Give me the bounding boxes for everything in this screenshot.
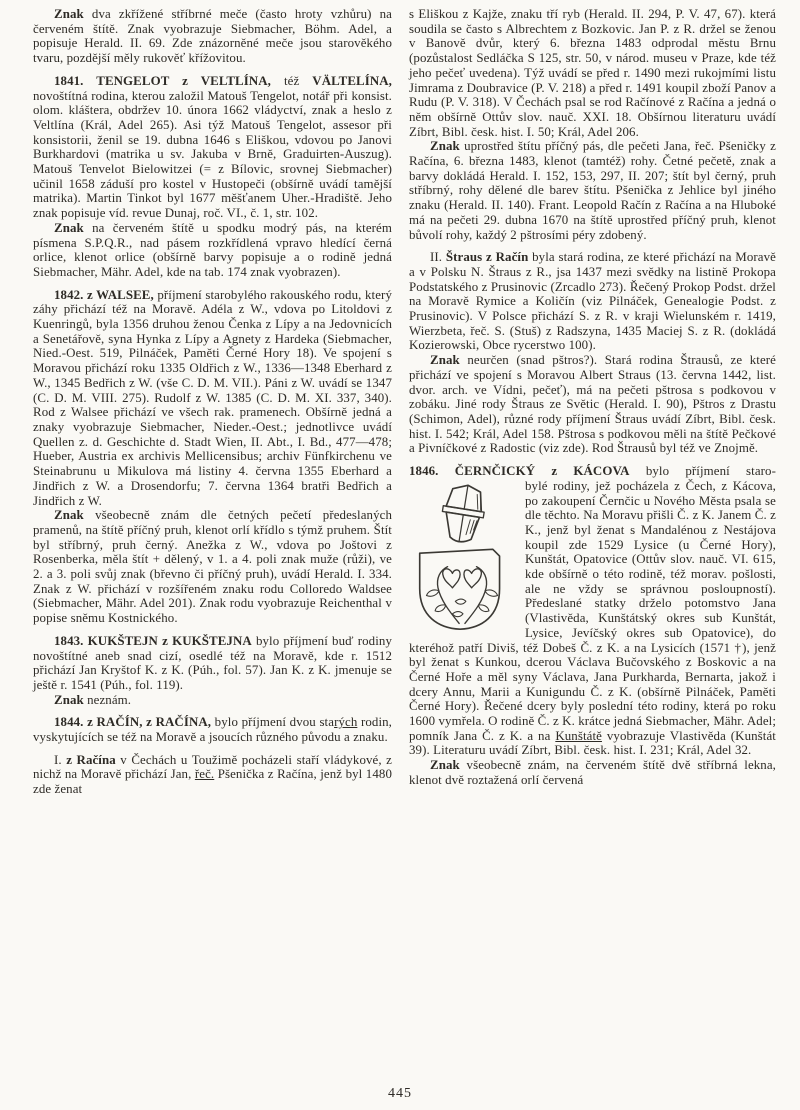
heraldic-shield-illustration bbox=[412, 482, 514, 634]
znak-paragraph-1843 bbox=[33, 693, 392, 708]
znak-paragraph-tengelot-intro bbox=[33, 7, 392, 66]
bold-text-run: 1841. TENGELOT z VELTLÍNA, bbox=[54, 73, 271, 88]
text-run: vyobrazuje Vlastivěda (Kunštát 39). Literaturu uvádí Zíbrt, Bibl. česk. hist. I. 231; Král, Adel 32. bbox=[409, 728, 776, 758]
text-run: rodin, vyskytujících se též na Moravě a jsoucích různého původu a znaku. bbox=[33, 715, 393, 745]
text-run: všeobecně znám dle četných pečetí předeslaných pramenů, na štítě příčný pruh, klenot orlí křídlo s týmž pruhem. Štít byl stříbrný, pruh černý. Anežka z W., vdova po Joštovi z Rosenberka, měla štít + dělený, v 1. a 4. poli znak muže (růži), ve 2. a 3. poli svůj znak (břevno či příčný pruh), uvádí Herald. I. 334. Znak z W. přichází v rozšířeném znaku rodu Colloredo Waldsee (Siebmacher, Mähr. Adel 201). Znak rodu vyobrazuje Reichenthal v popise sněmu Kostnického. bbox=[33, 508, 392, 626]
paragraph-i-z-racina bbox=[33, 753, 392, 797]
text-run: příjmení starobylého rakouského rodu, který záhy přichází též na Moravě. Adéla z W., vdova po Litoldovi z Kuenringů, byla 1356 druhou ženou Čenka z Lípy a na Jedovnicích a Senetářově, syna Hynka z Lípy a Agnety z Hardeka (Siebmacher, Nied.-Oest. 519, Pilnáček, Paměti Černé Hory 18). Ve spojení s Moravou přichází roku 1335 Oldřich z W., 1336—1348 Eberhard z W., 1345 Bedřich z W. (vše C. D. M. VII.). Páni z W. uvádí se 1347 (C. D. M. VIII. 275). Rudolf z W. 1385 (C. D. M. XI. 337, 340). Rod z Walsee přichází ve všech rak. pramenech. Obšírně jedná a znaky vyobrazuje Siebmacher, Nieder.-Oest.; jednotlivce uvádí Quellen z. d. Geschichte d. Stadt Wien, II. Abt., I. Bd., 477—478; Hueber, Austria ex archivis Mellicensibus; archiv Fünfkirchenu ve Steinabrunu u Mikulova má listiny 4. června 1355 Eberhard a Jindřich z W. a Drosendorfu; 7. června 1364 bratři Bedřich a Jindřich z W. bbox=[33, 287, 392, 508]
bold-text-run: VÄLTELÍNA, bbox=[312, 73, 392, 88]
bold-text-run: 1844. z RAČÍN, z RAČÍNA, bbox=[54, 715, 212, 730]
text-run: bylo příjmení buď rodiny novoštítné aneb snad cizí, osedlé též na Moravě, kde r. 1512 přichází Jan Kryštof K. z K. (Púh., fol. 57). Jan K. z K. jmenuje se ještě r. 1541 (Púh., fol. 119). bbox=[33, 633, 392, 692]
right-column bbox=[409, 7, 776, 797]
bold-text-run: Znak bbox=[54, 692, 84, 707]
shield-icon bbox=[420, 549, 500, 629]
bold-text-run: Znak bbox=[430, 139, 460, 154]
znak-paragraph-1842 bbox=[33, 508, 392, 626]
text-run: řeč. bbox=[194, 767, 215, 782]
text-run: dva zkřížené stříbrné meče (často hroty vzhůru) na červeném štítě. Znak vyobrazuje Siebmacher, Böhm. Adel, a popisuje Herald. II. 69. Zde znázorněné meče jsou starověkého tvaru, pozdější měly rukověť křížovitou. bbox=[33, 7, 392, 66]
entry-1846-heading bbox=[409, 464, 776, 479]
left-column bbox=[33, 7, 392, 797]
paragraph-racin-continuation bbox=[409, 7, 776, 139]
text-run: byla stará rodina, ze které přichází na Moravě a v Polsku N. Štraus z R., jsa 1437 mezi svědky na listině Prokopa Podstatského z Prusinovic (Zrcadlo 273). Řečený Prokop Podst. držel na Moravě Rymice a Količín (viz Pilnáček, Genealogie Podst. z Prusinovic). V Polsce přichází S. z R. v kraji Wielunském r. 1419, Wierzbeta, řeč. S. (Stuš) z Radszyna, 1435 Maciej S. z R. (dokládá Kozierowski, Obce rycerstwo 100). bbox=[409, 250, 776, 353]
entry-1846-body bbox=[409, 479, 776, 758]
znak-paragraph-1841 bbox=[33, 221, 392, 280]
text-run: s Eliškou z Kajže, znaku tří ryb (Herald. II. 294, P. V. 47, 67). která soudila se často s Albrechtem z Bozkovic. Jan P. z R. držel se ženou v Banově dvůr, který 6. března 1483 odprodal městu Brnu (pozůstalost Sedláčka S 125, str. 50, v národ. museu v Praze, kde též jeho pečeť uvedena). Týž uvádí se před r. 1490 mezi rukojmími listu Jimrama z Doubravice (P. V. 218) a před r. 1491 koupil zboží Panov a Rudu (P. V. 318). V Čechách psal se rod Račínové z Račína a jedná o něm obšírně Ottův slov. nauč. XXI. 18. Obšírnou literaturu uvádí Zíbrt, Bibl. česk. hist. I. 50; Král, Adel 206. bbox=[409, 7, 776, 139]
text-run: bylo příjmení staro- bbox=[629, 464, 777, 479]
text-run: v Čechách u Toužimě pocházeli staří vládykové, z nichž na Moravě přichází Jan, bbox=[33, 752, 392, 782]
text-run: Pšenička z Račína, jenž byl 1480 zde ženat bbox=[33, 767, 392, 797]
text-run: neznám. bbox=[83, 692, 132, 707]
text-run: všeobecně znám, na červeném štítě dvě stříbrná lekna, klenot dvě roztažená orlí červená bbox=[409, 758, 776, 787]
bold-text-run: 1842. z WALSEE, bbox=[54, 287, 154, 302]
text-run: I. bbox=[54, 752, 67, 767]
lekna-leaves-icon bbox=[426, 566, 497, 623]
entry-1844-racin bbox=[33, 715, 392, 744]
znak-paragraph-racin bbox=[409, 139, 776, 242]
page-number: 445 bbox=[388, 1086, 412, 1101]
bold-text-run: 1843. KUKŠTEJN z KUKŠTEJNA bbox=[54, 633, 252, 648]
paragraph-ii-straus-z-racin bbox=[409, 250, 776, 353]
znak-paragraph-1846 bbox=[409, 758, 776, 787]
bold-text-run: Štraus z Račín bbox=[445, 250, 529, 265]
text-run: rých bbox=[334, 715, 358, 730]
bold-text-run: z Račína bbox=[66, 752, 116, 767]
bold-text-run: Znak bbox=[430, 353, 460, 368]
text-run: Kunštátě bbox=[555, 728, 602, 743]
entry-1843-kukstejn bbox=[33, 634, 392, 693]
text-run: uprostřed štítu příčný pás, dle pečeti Jana, řeč. Pšeničky z Račína, 6. března 1483, klenot (tamtéž) rohy. Četné pečetě, znak a barvy dokládá Herald. I. 152, 153, 297, II. 207; štít byl černý, pruh stříbrný, rohy dělené dle barev štítu. Pšenička z Jehlice byl jiného znaku (Herald. II. 140). Frant. Leopold Račín z Račína a na Hluboké má na pečeti 29. dubna 1670 na štítě uprostřed příčný pruh, klenot bůvolí rohy, každý 2 pštrosími péry zdobený. bbox=[409, 139, 776, 242]
bold-text-run: 1846. ČERNČICKÝ z KÁCOVA bbox=[409, 464, 630, 479]
text-run: neurčen (snad pštros?). Stará rodina Štrausů, ze které přichází ve spojení s Moravou Albert Straus (13. června 1442, list. dvor. arch. ve Vídni, pečeť), má na pečeti pštrosa s podkovou v zobáku. Jiné rody Štraus ze Světic (Herald. I. 90), Pštros z Drastu (Schimon, Adel), různé rody příjmení Štraus uvádí Zíbrt, Bibl. česk. hist. I. 542; Král, Adel 158. Pštrosa s podkovou měli na štítě Pečkové a Pivníčkové z Radostic (viz zde). Rod Štrausů byl též ve Znojmě. bbox=[409, 353, 776, 456]
znak-paragraph-straus bbox=[409, 353, 776, 456]
text-run: bylo příjmení dvou sta bbox=[211, 715, 335, 730]
entry-1841-tengelot bbox=[33, 74, 392, 221]
text-run: bylé rodiny, jež pocházela z Čech, z Kácova, po zakoupení Černčic u Nového Města psala se dle těchto. Na Moravu přišli Č. z K. Janem Č. z K., jenž byl ženat s Mandalénou z Nestájova koupil zde 1529 Lysice (u Černé Hory), Kunštát, Opatovice (Ottův slov. nauč. VI. 615, kde obšírně o této rodině, též morav. pošlosti, ale ne vždy se správnou posloupností). Předeslané statky drželo potomstvo Jana (Vlastivěda, Kunštátský okres sub Kunštát, Lysice, Jevíčský okres sub Opatovice), do kteréhož patří Diviš, též Dobeš Č. z K. a na Lysicích (1571 †), jenž byl ženat s Kunkou, dcerou Václava Bučovského z Boskovic a na Černé Hoře a měl syny Václava, Jana Purkharda, Bernarta, jakož i dcery Annu, Marii a Kunigundu Č. z K. (obšírně Pilnáček, Paměti Černé Hory). Řečené dcery byly poslední této rodiny, která po roku 1600 vymřela. O rodině Č. z K. krátce jedná Siebmacher, Mähr. Adel; pomník Jana Č. z K. a na bbox=[409, 478, 777, 743]
bold-text-run: Znak bbox=[54, 220, 84, 235]
bold-text-run: Znak bbox=[430, 758, 460, 773]
text-run: II. bbox=[430, 250, 446, 265]
great-helm-icon bbox=[438, 482, 488, 545]
bold-text-run: Znak bbox=[54, 508, 84, 523]
text-run: též bbox=[271, 73, 313, 88]
text-run: na červeném štítě u spodku modrý pás, na kterém písmena S.P.Q.R., nad pásem rozkřídlená vpravo hledící černá orlice, klenot orlice (obšírně barvy popisuje a o rodině jedná Siebmacher, Mähr. Adel, kde na tab. 174 znak vyobrazen). bbox=[33, 220, 392, 279]
cerncicky-z-kacova-coat-of-arms bbox=[412, 482, 514, 634]
two-column-text bbox=[33, 7, 776, 797]
bold-text-run: Znak bbox=[54, 7, 84, 21]
text-run: novoštítná rodina, kterou založil Matouš Tengelot, notář při konsist. olom. kláštera, obdržev 10. února 1662 vládyctví, znak a heslo z Veltlína (Král, Adel 265). Asi týž Matouš Tengelot, assesor při konsistorii, ženil se 19. dubna 1646 s Eliškou, vdovou po Janovi Burkhardovi (matrika u sv. Jakuba v Brně, Graduirten-Auszug). Matouš Tenvelot Bielowitzei (= z Bílovic, srovnej Siebmacher) učinil 1658 záduší pro kostel v Hustopeči (obšírně uvádí tamější matrika). Martin Tinkot byl 1677 měšťanem Uher.-Hradiště. Jeho znak popisuje víd. revue Dunaj, roč. VI., č. 1, str. 102. bbox=[33, 88, 392, 221]
entry-1842-walsee bbox=[33, 288, 392, 509]
